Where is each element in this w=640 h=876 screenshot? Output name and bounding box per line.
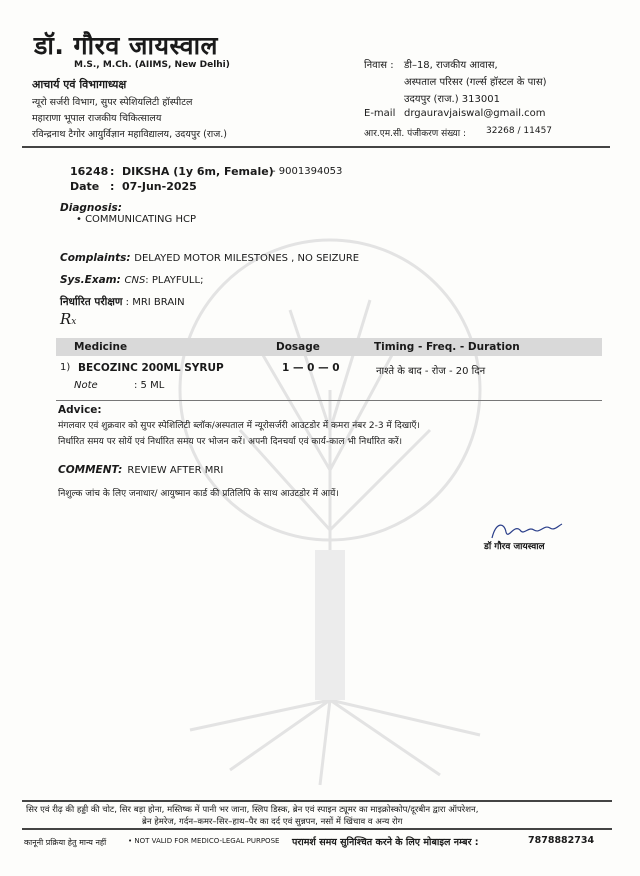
medicine-table-header (56, 338, 602, 356)
registration-label: आर.एम.सी. पंजीकरण संख्या : (364, 129, 466, 139)
signature-name: डॉ गौरव जायस्वाल (484, 542, 545, 552)
comment-label: COMMENT: (58, 464, 123, 476)
doctor-role: आचार्य एवं विभागाध्यक्ष (32, 78, 127, 91)
dept-line-1: न्यूरो सर्जरी विभाग, सुपर स्पेशियलिटी हॉस्पीटल (32, 97, 193, 108)
advice-line-1: मंगलवार एवं शुक्रवार को सुपर स्पेशिलिटी ब्लॉक/अस्पताल में न्यूरोसर्जरी आउटडोर में कमरा नंबर 2-3 में दिखाएँ। (58, 421, 420, 431)
advice-line-2: निर्धारित समय पर सोयें एवं निर्धारित समय पर भोजन करें। अपनी दिनचर्या एवं कार्य-काल भी निर्धारित करें। (58, 437, 403, 447)
diagnosis-value: COMMUNICATING HCP (85, 214, 196, 225)
address-line-2: अस्पताल परिसर (गर्ल्स हॉस्टल के पास) (404, 77, 547, 88)
address-line-3: उदयपुर (राज.) 313001 (404, 94, 500, 105)
medicine-note: : 5 ML (134, 380, 165, 391)
doctor-degrees: M.S., M.Ch. (AIIMS, New Delhi) (74, 60, 230, 70)
tree-watermark (150, 230, 510, 790)
free-test-note: निशुल्क जांच के लिए जनाधार/ आयुष्मान कार्ड की प्रतिलिपि के साथ आउटडोर में आयें। (58, 489, 339, 499)
col-timing: Timing - Freq. - Duration (374, 341, 520, 353)
footer-top-divider (22, 800, 612, 802)
medicine-dosage: 1 — 0 — 0 (282, 362, 340, 374)
dept-line-2: महाराणा भूपाल राजकीय चिकित्सालय (32, 113, 162, 124)
mobile-label: परामर्श समय सुनिश्चित करने के लिए मोबाइल नम्बर : (292, 837, 479, 848)
medicine-row-number: 1) (60, 362, 71, 373)
legal-note: कानूनी प्रक्रिया हेतु मान्य नहीं (24, 838, 107, 847)
registration-number: 32268 / 11457 (486, 126, 553, 136)
tests-label: निर्धारित परीक्षण (60, 296, 123, 308)
address-line-1: डी–18, राजकीय आवास, (404, 60, 498, 71)
header-divider (22, 146, 610, 148)
services-line-2: ब्रेन हेमरेज, गर्दन–कमर–सिर–हाथ–पैर का दर्द एवं सुन्नपन, नसों में खिंचाव व अन्य रोग (142, 817, 403, 827)
advice-label: Advice: (58, 404, 102, 416)
sysexam-cns: CNS (124, 275, 146, 286)
address-label: निवास : (364, 60, 394, 71)
diagnosis-label: Diagnosis (60, 202, 118, 214)
visit-date: 07-Jun-2025 (122, 180, 197, 193)
comment-value: REVIEW AFTER MRI (127, 465, 224, 476)
mobile-number[interactable]: 7878882734 (528, 835, 595, 846)
sysexam-label: Sys.Exam (60, 274, 117, 286)
email-address[interactable]: drgauravjaiswal@gmail.com (404, 108, 546, 119)
tests-value: MRI BRAIN (132, 297, 185, 308)
rx-symbol: Rx (60, 310, 77, 328)
medicine-timing: नाश्ते के बाद - रोज - 20 दिन (376, 366, 486, 377)
services-line-1: सिर एवं रीढ़ की हड्डी की चोट, सिर बड़ा होना, मस्तिष्क में पानी भर जाना, स्लिप डिस्क, ब्रेन एवं स्पाइन ट्यूमर का माइक्रोस्कोप/दूरबीन द्वारा ऑपरेशन, (26, 805, 479, 815)
medicine-name: BECOZINC 200ML SYRUP (78, 362, 224, 374)
date-label: Date (70, 180, 100, 193)
col-medicine: Medicine (74, 341, 128, 353)
sysexam-value: PLAYFULL; (151, 275, 204, 286)
email-label: E-mail (364, 108, 396, 119)
complaints-value: DELAYED MOTOR MILESTONES , NO SEIZURE (134, 253, 360, 264)
dept-line-3: रविन्द्रनाथ टैगोर आयुर्विज्ञान महाविद्यालय, उदयपुर (राज.) (32, 129, 227, 140)
medicine-note-label: Note (74, 380, 98, 391)
footer-bottom-divider (22, 828, 612, 830)
patient-id: 16248 (70, 165, 109, 178)
doctor-name: डॉ. गौरव जायस्वाल (34, 31, 219, 60)
col-dosage: Dosage (276, 341, 320, 353)
medicine-table-divider (56, 400, 602, 401)
patient-name: DIKSHA (1y 6m, Female) (122, 165, 274, 178)
not-valid-note: • NOT VALID FOR MEDICO-LEGAL PURPOSE (128, 837, 280, 845)
complaints-label: Complaints (60, 252, 127, 264)
patient-phone: - 9001394053 (272, 166, 343, 177)
